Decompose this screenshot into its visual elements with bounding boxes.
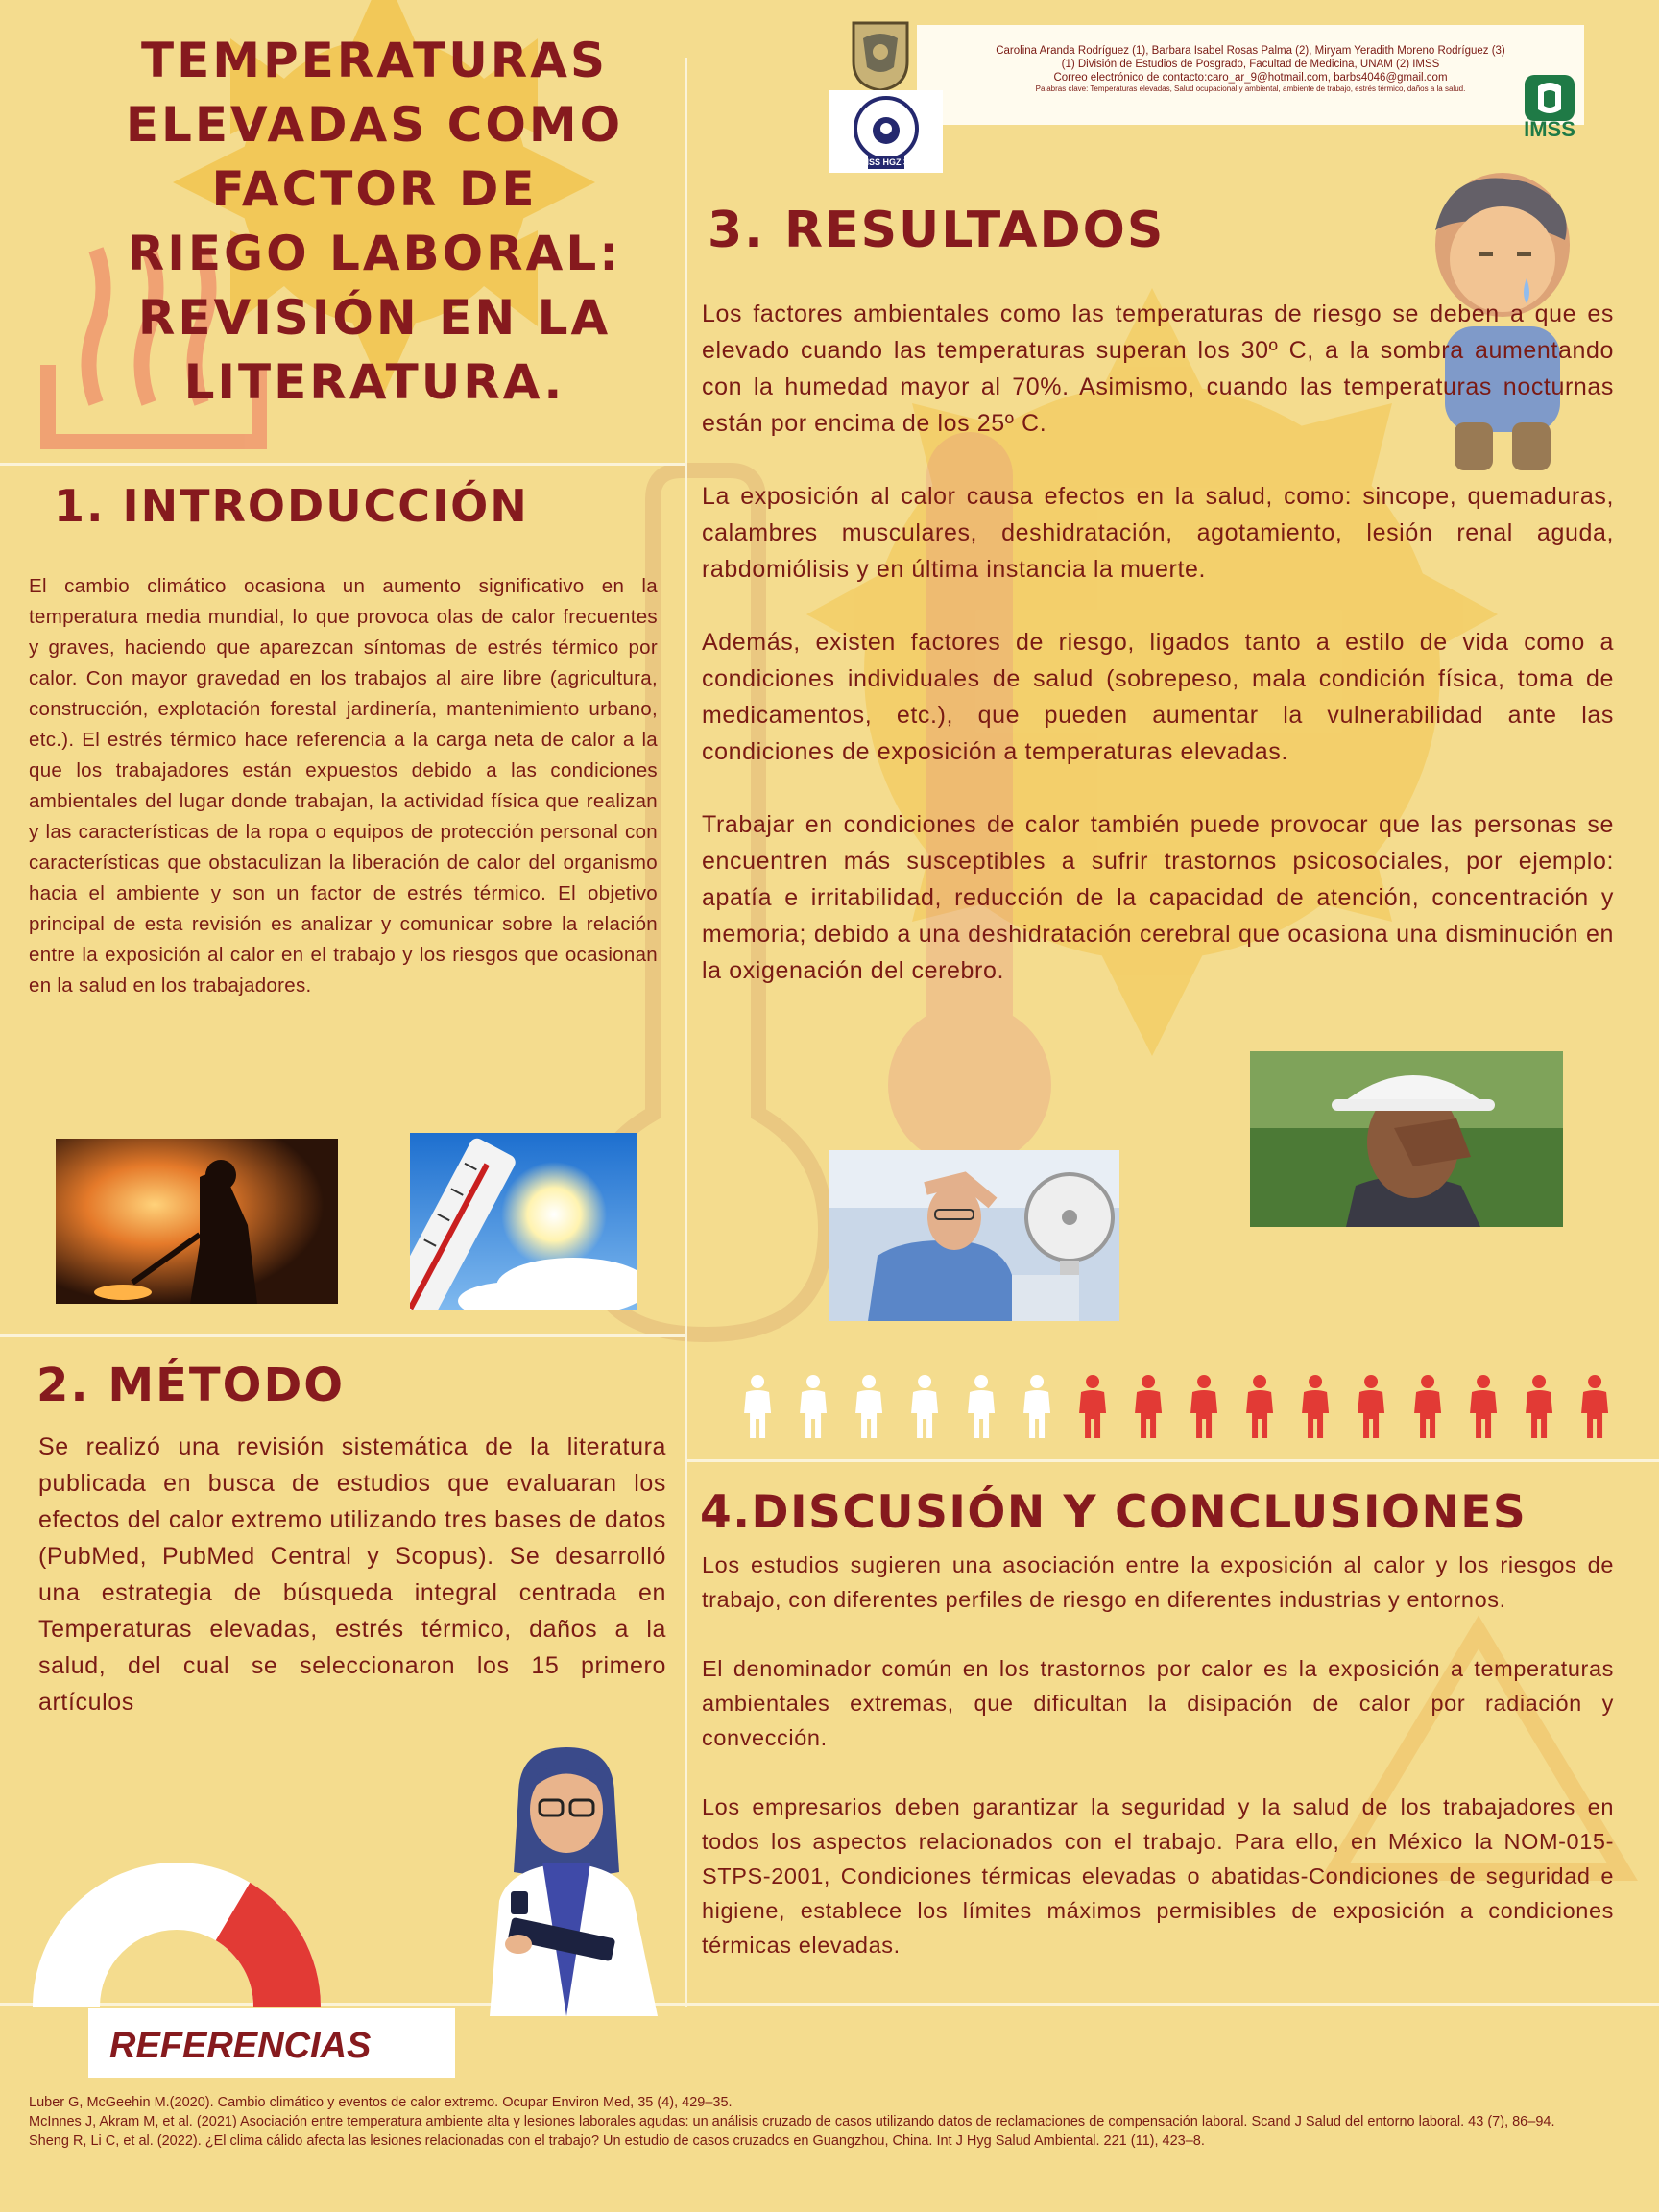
discussion-paragraph: El denominador común en los trastornos por calor es la exposición a temperaturas ambientales extremas, que dificultan la disipación de calor por radiación y convección. bbox=[702, 1656, 1614, 1750]
results-body bbox=[702, 296, 1614, 989]
person-icon bbox=[1232, 1373, 1287, 1440]
results-paragraph: Trabajar en condiciones de calor también puede provocar que las personas se encuentren más susceptibles a sufrir trastornos psicosociales, por ejemplo: apatía e irritabilidad, reducción de la capacidad de atención, concentración y memoria; debido a una deshidratación cerebral que ocasiona una disminución en la oxigenación del cerebro. bbox=[702, 811, 1614, 984]
divider-discussion bbox=[687, 1459, 1659, 1462]
foundry-worker-photo bbox=[56, 1139, 338, 1304]
person-icon bbox=[1567, 1373, 1623, 1440]
reference-item: Luber G, McGeehin M.(2020). Cambio climático y eventos de calor extremo. Ocupar Environ Med, 35 (4), 429–35. bbox=[29, 2095, 733, 2110]
method-body: Se realizó una revisión sistemática de la literatura publicada en busca de estudios que evaluaran los efectos del calor extremo utilizando tres bases de datos (PubMed, PubMed Central y Scopus). Se desarrolló una estrategia de búsqueda integral centrada en Temperaturas elevadas, estrés térmico, daños a la salud, del cual se seleccionaron los 15 primero artículos bbox=[38, 1433, 666, 1716]
method-heading: 2. MÉTODO bbox=[36, 1358, 346, 1412]
medicina-logo-label: IMSS HGZ 32 bbox=[858, 157, 913, 167]
imss-logo-label: IMSS bbox=[1524, 117, 1575, 141]
person-icon bbox=[953, 1373, 1009, 1440]
person-icon bbox=[1343, 1373, 1399, 1440]
person-icon bbox=[1455, 1373, 1511, 1440]
discussion-paragraph: Los empresarios deben garantizar la seguridad y la salud de los trabajadores en todos los aspectos relacionados con el trabajo. Para ello, en México la NOM-015-STPS-2001, Condiciones térmicas elevadas o abatidas-Condiciones de seguridad e higiene, establece los límites máximos permisibles de exposición a condiciones térmicas elevadas. bbox=[702, 1794, 1614, 1958]
references-box bbox=[88, 2008, 455, 2078]
results-heading: 3. RESULTADOS bbox=[708, 202, 1166, 259]
person-icon bbox=[897, 1373, 952, 1440]
reference-item: Sheng R, Li C, et al. (2022). ¿El clima cálido afecta las lesiones relacionadas con el trabajo? Un estudio de casos cruzados en Guangzhou, China. Int J Hyg Salud Ambiental. 221 (11), 423–8. bbox=[29, 2133, 1205, 2149]
references-heading: REFERENCIAS bbox=[109, 2026, 372, 2066]
affiliations: (1) División de Estudios de Posgrado, Facultad de Medicina, UNAM (2) IMSS bbox=[1061, 59, 1440, 70]
person-icon bbox=[785, 1373, 841, 1440]
thermometer-sky-photo bbox=[410, 1133, 637, 1310]
person-icon bbox=[1511, 1373, 1567, 1440]
man-with-fan-photo bbox=[830, 1150, 1119, 1321]
intro-heading: 1. INTRODUCCIÓN bbox=[54, 480, 529, 532]
header-box bbox=[917, 25, 1584, 125]
divider-intro bbox=[0, 463, 687, 466]
scientist-illustration bbox=[451, 1738, 691, 2016]
intro-body: El cambio climático ocasiona un aumento significativo en la temperatura media mundial, lo que provoca olas de calor frecuentes y graves, haciendo que aparezcan síntomas de estrés térmico por calor. Con mayor gravedad en los trabajos al aire libre (agricultura, construcción, explotación forestal jardinería, mantenimiento urbano, etc.). El estrés térmico hace referencia a la carga neta de calor a la que los trabajadores están expuestos debido a las condiciones ambientales del lugar donde trabajan, la actividad física que realizan y las características de la ropa o equipos de protección personal con características que obstaculizan la liberación de calor del organismo hacia el ambiente y son un factor de estrés térmico. El objetivo principal de esta revisión es analizar y comunicar sobre la relación entre la exposición al calor en el trabajo y los riesgos que ocasionan en la salud en los trabajadores. bbox=[29, 575, 658, 997]
risk-gauge bbox=[13, 1843, 340, 2011]
person-icon bbox=[1120, 1373, 1176, 1440]
poster-title: TEMPERATURAS ELEVADAS COMO FACTOR DE RIEGO LABORAL: REVISIÓN EN LA LITERATURA. bbox=[125, 33, 624, 410]
discussion-body bbox=[702, 1548, 1614, 1962]
references-list bbox=[29, 2093, 1632, 2151]
person-icon bbox=[1009, 1373, 1065, 1440]
keywords: Palabras clave: Temperaturas elevadas, Salud ocupacional y ambiental, ambiente de trabajo, estrés térmico, daños a la salud. bbox=[1035, 84, 1466, 93]
worker-hardhat-sweating-photo bbox=[1250, 1051, 1563, 1227]
person-icon bbox=[1065, 1373, 1120, 1440]
results-paragraph: Los factores ambientales como las temperaturas de riesgo se deben a que es elevado cuando las temperaturas superan los 30º C, a la sombra aumentando con la humedad mayor al 70%. Asimismo, cuando las temperaturas nocturnas están por encima de los 25º C. bbox=[702, 301, 1614, 437]
person-icon bbox=[1176, 1373, 1232, 1440]
person-icon bbox=[730, 1373, 785, 1440]
contact-email: Correo electrónico de contacto:caro_ar_9@hotmail.com, barbs4046@gmail.com bbox=[1053, 72, 1448, 84]
discussion-paragraph: Los estudios sugieren una asociación entre la exposición al calor y los riesgos de trabajo, con diferentes perfiles de riesgo en diferentes industrias y entornos. bbox=[702, 1552, 1614, 1612]
discussion-heading: 4.DISCUSIÓN Y CONCLUSIONES bbox=[700, 1486, 1527, 1539]
people-icons-row bbox=[730, 1373, 1623, 1440]
divider-method bbox=[0, 1334, 687, 1337]
authors: Carolina Aranda Rodríguez (1), Barbara Isabel Rosas Palma (2), Miryam Yeradith Moreno Rodríguez (3) bbox=[996, 45, 1505, 57]
person-icon bbox=[1400, 1373, 1455, 1440]
reference-item: McInnes J, Akram M, et al. (2021) Asociación entre temperatura ambiente alta y lesiones laborales agudas: un análisis cruzado de casos utilizando datos de reclamaciones de compensación laboral. Scand J Salud del entorno laboral. 43 (7), 86–94. bbox=[29, 2114, 1555, 2129]
unam-crest-logo bbox=[850, 19, 911, 92]
person-icon bbox=[1287, 1373, 1343, 1440]
header-text bbox=[917, 44, 1584, 94]
results-paragraph: La exposición al calor causa efectos en la salud, como: sincope, quemaduras, calambres musculares, deshidratación, agotamiento, lesión renal aguda, rabdomiólisis y en última instancia la muerte. bbox=[702, 483, 1614, 583]
person-icon bbox=[841, 1373, 897, 1440]
divider-vertical bbox=[685, 58, 687, 2007]
results-paragraph: Además, existen factores de riesgo, ligados tanto a estilo de vida como a condiciones individuales de salud (sobrepeso, mala condición física, toma de medicamentos, etc.), que pueden aumentar la vulnerabilidad ante las condiciones de exposición a temperaturas elevadas. bbox=[702, 629, 1614, 765]
